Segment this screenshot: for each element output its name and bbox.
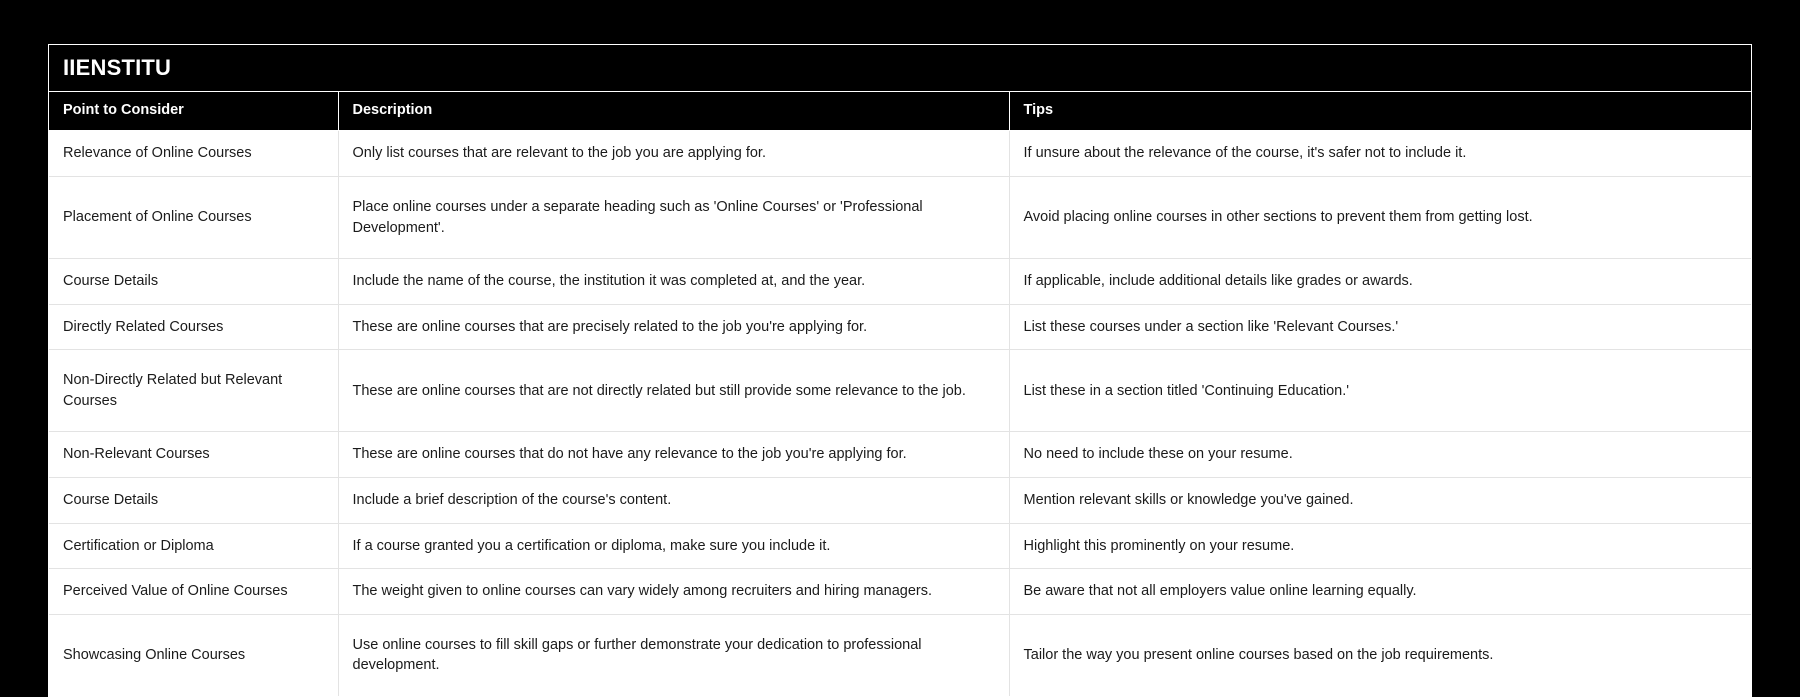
info-table-container: [48, 44, 1752, 697]
cell-description: These are online courses that do not have any relevance to the job you're applying for.: [338, 432, 1009, 478]
cell-description: Place online courses under a separate heading such as 'Online Courses' or 'Professional Development'.: [338, 176, 1009, 258]
cell-description: Use online courses to fill skill gaps or further demonstrate your dedication to professional development.: [338, 614, 1009, 696]
table-row: [49, 523, 1751, 569]
cell-point: Relevance of Online Courses: [49, 131, 338, 177]
cell-point: Course Details: [49, 478, 338, 524]
table-header-row: [49, 92, 1751, 131]
cell-tips: Be aware that not all employers value online learning equally.: [1009, 569, 1751, 615]
table-body: [49, 131, 1751, 696]
cell-point: Certification or Diploma: [49, 523, 338, 569]
table-row: [49, 350, 1751, 432]
column-header-point: Point to Consider: [49, 92, 338, 131]
table-row: [49, 432, 1751, 478]
online-courses-resume-table: [49, 92, 1751, 696]
cell-point: Non-Relevant Courses: [49, 432, 338, 478]
cell-tips: If unsure about the relevance of the course, it's safer not to include it.: [1009, 131, 1751, 177]
cell-tips: No need to include these on your resume.: [1009, 432, 1751, 478]
cell-point: Placement of Online Courses: [49, 176, 338, 258]
table-row: [49, 478, 1751, 524]
cell-tips: If applicable, include additional details like grades or awards.: [1009, 259, 1751, 305]
table-row: [49, 614, 1751, 696]
cell-description: Only list courses that are relevant to the job you are applying for.: [338, 131, 1009, 177]
column-header-tips: Tips: [1009, 92, 1751, 131]
table-row: [49, 176, 1751, 258]
table-row: [49, 131, 1751, 177]
table-row: [49, 259, 1751, 305]
brand-header: [49, 45, 1751, 92]
cell-tips: List these courses under a section like 'Relevant Courses.': [1009, 304, 1751, 350]
cell-description: If a course granted you a certification or diploma, make sure you include it.: [338, 523, 1009, 569]
cell-description: These are online courses that are precisely related to the job you're applying for.: [338, 304, 1009, 350]
cell-point: Perceived Value of Online Courses: [49, 569, 338, 615]
brand-title: IIENSTITU: [63, 55, 172, 80]
cell-point: Non-Directly Related but Relevant Courses: [49, 350, 338, 432]
table-head: [49, 92, 1751, 131]
cell-description: The weight given to online courses can vary widely among recruiters and hiring managers.: [338, 569, 1009, 615]
cell-tips: Avoid placing online courses in other sections to prevent them from getting lost.: [1009, 176, 1751, 258]
cell-tips: Tailor the way you present online courses based on the job requirements.: [1009, 614, 1751, 696]
cell-tips: Mention relevant skills or knowledge you've gained.: [1009, 478, 1751, 524]
table-row: [49, 569, 1751, 615]
table-row: [49, 304, 1751, 350]
cell-tips: List these in a section titled 'Continuing Education.': [1009, 350, 1751, 432]
cell-description: Include the name of the course, the institution it was completed at, and the year.: [338, 259, 1009, 305]
cell-point: Showcasing Online Courses: [49, 614, 338, 696]
cell-description: Include a brief description of the course's content.: [338, 478, 1009, 524]
cell-point: Directly Related Courses: [49, 304, 338, 350]
cell-tips: Highlight this prominently on your resume.: [1009, 523, 1751, 569]
cell-point: Course Details: [49, 259, 338, 305]
column-header-description: Description: [338, 92, 1009, 131]
cell-description: These are online courses that are not directly related but still provide some relevance to the job.: [338, 350, 1009, 432]
